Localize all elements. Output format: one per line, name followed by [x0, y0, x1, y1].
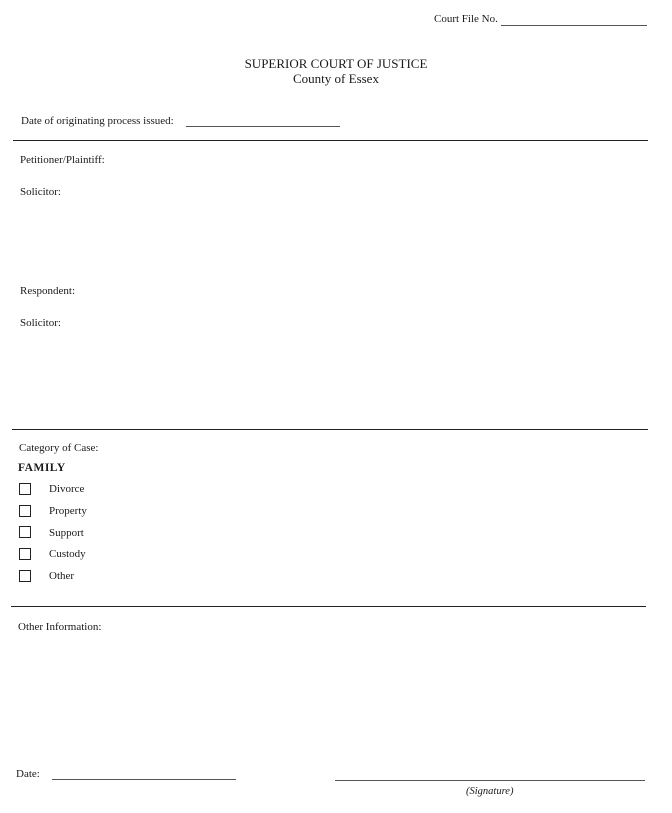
custody-checkbox[interactable]	[19, 548, 31, 560]
court-name: SUPERIOR COURT OF JUSTICE	[244, 56, 428, 71]
support-label: Support	[49, 527, 84, 539]
section-divider-2	[12, 429, 648, 430]
family-heading: FAMILY	[18, 462, 66, 474]
date-label: Date:	[16, 768, 40, 780]
category-label: Category of Case:	[19, 442, 99, 454]
county-name: County of Essex	[293, 71, 379, 86]
petitioner-solicitor-label: Solicitor:	[20, 186, 61, 198]
date-field[interactable]	[52, 779, 236, 780]
signature-field[interactable]	[335, 780, 645, 781]
date-originating-field[interactable]	[186, 126, 340, 127]
section-divider-3	[11, 606, 646, 607]
petitioner-label: Petitioner/Plaintiff:	[20, 154, 105, 166]
respondent-label: Respondent:	[20, 285, 75, 297]
court-file-label: Court File No.	[434, 13, 498, 25]
divorce-label: Divorce	[49, 483, 85, 495]
signature-label: (Signature)	[466, 786, 514, 797]
divorce-checkbox[interactable]	[19, 483, 31, 495]
date-originating-label: Date of originating process issued:	[21, 115, 174, 127]
support-checkbox[interactable]	[19, 526, 31, 538]
other-checkbox[interactable]	[19, 570, 31, 582]
property-label: Property	[49, 505, 87, 517]
property-checkbox[interactable]	[19, 505, 31, 517]
custody-label: Custody	[49, 548, 86, 560]
section-divider-1	[13, 140, 648, 141]
court-file-number-field[interactable]	[501, 25, 647, 26]
other-information-label: Other Information:	[18, 621, 102, 633]
respondent-solicitor-label: Solicitor:	[20, 317, 61, 329]
other-label: Other	[49, 570, 75, 582]
